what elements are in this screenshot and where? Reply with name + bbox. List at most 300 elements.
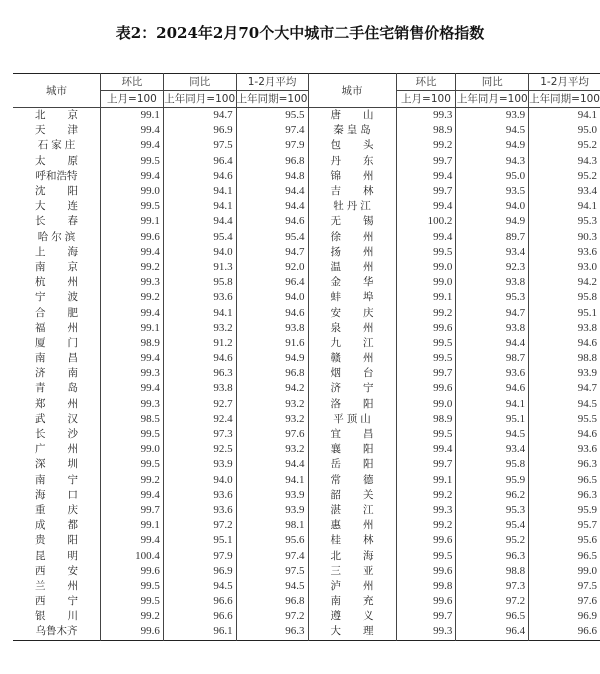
header-avg: 1-2月平均	[236, 74, 308, 91]
table-row	[13, 199, 600, 214]
yoy-value: 97.9	[163, 548, 236, 563]
mom-value: 99.6	[396, 564, 456, 579]
mom-value: 100.4	[101, 548, 164, 563]
yoy-value: 93.5	[456, 184, 529, 199]
mom-value: 99.2	[101, 290, 164, 305]
city-name: 长春	[35, 215, 100, 228]
yoy-value: 93.6	[163, 503, 236, 518]
table-row	[13, 412, 600, 427]
avg-value: 93.8	[236, 321, 308, 336]
avg-value: 97.6	[529, 594, 600, 609]
avg-value: 97.5	[236, 564, 308, 579]
yoy-value: 92.5	[163, 442, 236, 457]
mom-value: 99.0	[101, 442, 164, 457]
yoy-value: 94.1	[163, 199, 236, 214]
mom-value: 99.5	[101, 594, 164, 609]
avg-value: 94.8	[236, 169, 308, 184]
mom-value: 99.3	[101, 275, 164, 290]
yoy-value: 95.3	[456, 290, 529, 305]
avg-value: 95.1	[529, 305, 600, 320]
city-name: 襄阳	[308, 442, 396, 457]
yoy-value: 96.6	[163, 594, 236, 609]
avg-value: 94.6	[529, 427, 600, 442]
avg-value: 97.6	[236, 427, 308, 442]
table-row	[13, 123, 600, 138]
city-name: 金华	[308, 275, 396, 290]
yoy-value: 95.4	[456, 518, 529, 533]
header-yoy-base: 上年同月=100	[163, 91, 236, 108]
yoy-value: 93.2	[163, 321, 236, 336]
mom-value: 99.2	[396, 518, 456, 533]
avg-value: 96.3	[236, 624, 308, 640]
city-name: 北京	[35, 109, 100, 122]
avg-value: 95.9	[529, 503, 600, 518]
city-name: 济南	[35, 367, 100, 380]
yoy-value: 95.1	[163, 533, 236, 548]
table-row	[13, 381, 600, 396]
header-row-1	[13, 74, 600, 91]
yoy-value: 91.2	[163, 336, 236, 351]
avg-value: 95.2	[529, 138, 600, 153]
table-row	[13, 518, 600, 533]
mom-value: 99.4	[101, 381, 164, 396]
avg-value: 93.2	[236, 412, 308, 427]
city-name: 牡丹江	[308, 199, 396, 214]
avg-value: 96.3	[529, 457, 600, 472]
mom-value: 99.6	[101, 564, 164, 579]
avg-value: 93.2	[236, 442, 308, 457]
avg-value: 94.0	[236, 290, 308, 305]
yoy-value: 94.4	[456, 336, 529, 351]
yoy-value: 92.7	[163, 397, 236, 412]
mom-value: 99.3	[396, 503, 456, 518]
header-yoy: 同比	[163, 74, 236, 91]
mom-value: 99.0	[396, 260, 456, 275]
mom-value: 98.9	[101, 336, 164, 351]
city-name: 安庆	[308, 305, 396, 320]
mom-value: 99.3	[101, 366, 164, 381]
mom-value: 99.4	[396, 169, 456, 184]
header-avg-base: 上年同期=100	[236, 91, 308, 108]
avg-value: 93.0	[529, 260, 600, 275]
yoy-value: 94.6	[456, 381, 529, 396]
city-name: 唐山	[308, 108, 396, 124]
yoy-value: 93.8	[456, 321, 529, 336]
avg-value: 96.8	[236, 594, 308, 609]
city-name: 扬州	[308, 245, 396, 260]
city-name: 温州	[308, 260, 396, 275]
yoy-value: 96.1	[163, 624, 236, 640]
city-name: 天津	[35, 124, 100, 137]
avg-value: 95.0	[529, 123, 600, 138]
mom-value: 99.4	[101, 245, 164, 260]
price-index-table	[13, 73, 600, 641]
city-name: 合肥	[35, 306, 100, 319]
mom-value: 99.4	[101, 351, 164, 366]
mom-value: 100.2	[396, 214, 456, 229]
yoy-value: 94.7	[163, 108, 236, 124]
table-row	[13, 351, 600, 366]
mom-value: 99.6	[101, 624, 164, 640]
header-avg-right: 1-2月平均	[529, 74, 600, 91]
mom-value: 99.7	[396, 609, 456, 624]
yoy-value: 91.3	[163, 260, 236, 275]
city-name: 石家庄	[37, 139, 79, 152]
city-name: 宜昌	[308, 427, 396, 442]
header-yoy-base-right: 上年同月=100	[456, 91, 529, 108]
avg-value: 94.2	[236, 381, 308, 396]
city-name: 包头	[308, 138, 396, 153]
city-name: 昆明	[35, 549, 100, 562]
mom-value: 99.3	[396, 624, 456, 640]
city-name: 银川	[35, 610, 100, 623]
table-row	[13, 230, 600, 245]
mom-value: 99.4	[101, 123, 164, 138]
city-name: 泸州	[308, 579, 396, 594]
mom-value: 99.4	[396, 442, 456, 457]
city-name: 常德	[308, 473, 396, 488]
mom-value: 99.4	[101, 533, 164, 548]
yoy-value: 94.3	[456, 154, 529, 169]
table-row	[13, 503, 600, 518]
avg-value: 96.8	[236, 366, 308, 381]
table-row	[13, 457, 600, 472]
mom-value: 99.2	[396, 138, 456, 153]
city-name: 蚌埠	[308, 290, 396, 305]
mom-value: 99.2	[396, 488, 456, 503]
yoy-value: 97.3	[456, 579, 529, 594]
city-name: 贵阳	[35, 534, 100, 547]
city-name: 海口	[35, 488, 100, 501]
city-name: 南充	[308, 594, 396, 609]
yoy-value: 97.3	[163, 427, 236, 442]
city-name: 西宁	[35, 595, 100, 608]
mom-value: 99.0	[396, 397, 456, 412]
avg-value: 93.2	[236, 397, 308, 412]
yoy-value: 94.1	[456, 397, 529, 412]
mom-value: 99.4	[396, 199, 456, 214]
mom-value: 99.2	[101, 473, 164, 488]
avg-value: 95.8	[529, 290, 600, 305]
yoy-value: 94.6	[163, 351, 236, 366]
yoy-value: 94.0	[163, 245, 236, 260]
avg-value: 91.6	[236, 336, 308, 351]
table-row	[13, 154, 600, 169]
mom-value: 99.6	[101, 230, 164, 245]
header-avg-base-right: 上年同期=100	[529, 91, 600, 108]
city-name: 沈阳	[35, 185, 100, 198]
header-mom-base: 上月=100	[101, 91, 164, 108]
table-row	[13, 169, 600, 184]
avg-value: 93.9	[236, 488, 308, 503]
yoy-value: 93.9	[163, 457, 236, 472]
avg-value: 90.3	[529, 230, 600, 245]
yoy-value: 95.1	[456, 412, 529, 427]
mom-value: 98.5	[101, 412, 164, 427]
city-name: 南京	[35, 260, 100, 273]
yoy-value: 98.8	[456, 564, 529, 579]
yoy-value: 95.8	[163, 275, 236, 290]
mom-value: 99.7	[396, 184, 456, 199]
mom-value: 99.5	[101, 427, 164, 442]
city-name: 大理	[308, 624, 396, 640]
avg-value: 92.0	[236, 260, 308, 275]
city-name: 韶关	[308, 488, 396, 503]
city-name: 九江	[308, 336, 396, 351]
table-row	[13, 624, 600, 640]
avg-value: 93.8	[529, 321, 600, 336]
mom-value: 99.6	[396, 381, 456, 396]
table-row	[13, 442, 600, 457]
avg-value: 94.6	[529, 336, 600, 351]
avg-value: 95.6	[529, 533, 600, 548]
city-name: 广州	[35, 443, 100, 456]
header-mom-right: 环比	[396, 74, 456, 91]
avg-value: 97.4	[236, 123, 308, 138]
avg-value: 94.6	[236, 305, 308, 320]
yoy-value: 94.6	[163, 169, 236, 184]
mom-value: 99.2	[101, 260, 164, 275]
table-row	[13, 108, 600, 124]
city-name: 福州	[35, 321, 100, 334]
table-row	[13, 336, 600, 351]
city-name: 深圳	[35, 458, 100, 471]
avg-value: 94.3	[529, 154, 600, 169]
mom-value: 99.7	[396, 154, 456, 169]
yoy-value: 92.4	[163, 412, 236, 427]
yoy-value: 94.4	[163, 214, 236, 229]
city-name: 赣州	[308, 351, 396, 366]
avg-value: 95.7	[529, 518, 600, 533]
mom-value: 99.1	[101, 108, 164, 124]
avg-value: 94.2	[529, 275, 600, 290]
city-name: 大连	[35, 200, 100, 213]
yoy-value: 93.8	[456, 275, 529, 290]
avg-value: 95.5	[236, 108, 308, 124]
mom-value: 99.6	[396, 594, 456, 609]
table-row	[13, 579, 600, 594]
avg-value: 93.9	[529, 366, 600, 381]
city-name: 惠州	[308, 518, 396, 533]
yoy-value: 93.8	[163, 381, 236, 396]
mom-value: 99.1	[396, 290, 456, 305]
avg-value: 94.4	[236, 184, 308, 199]
avg-value: 95.6	[236, 533, 308, 548]
table-row	[13, 321, 600, 336]
mom-value: 99.5	[396, 245, 456, 260]
city-name: 成都	[35, 519, 100, 532]
avg-value: 94.9	[236, 351, 308, 366]
yoy-value: 96.4	[456, 624, 529, 640]
mom-value: 99.3	[396, 108, 456, 124]
mom-value: 99.8	[396, 579, 456, 594]
mom-value: 99.1	[396, 473, 456, 488]
city-name: 桂林	[308, 533, 396, 548]
mom-value: 99.0	[101, 184, 164, 199]
yoy-value: 94.5	[163, 579, 236, 594]
mom-value: 99.2	[396, 305, 456, 320]
header-yoy-right: 同比	[456, 74, 529, 91]
avg-value: 96.5	[529, 548, 600, 563]
mom-value: 99.5	[101, 154, 164, 169]
yoy-value: 95.8	[456, 457, 529, 472]
avg-value: 96.6	[529, 624, 600, 640]
yoy-value: 96.3	[163, 366, 236, 381]
mom-value: 99.4	[101, 488, 164, 503]
header-city: 城市	[13, 74, 101, 108]
city-name: 湛江	[308, 503, 396, 518]
avg-value: 96.8	[236, 154, 308, 169]
header-mom: 环比	[101, 74, 164, 91]
header-mom-base-right: 上月=100	[396, 91, 456, 108]
mom-value: 99.6	[396, 533, 456, 548]
mom-value: 99.1	[101, 321, 164, 336]
avg-value: 97.4	[236, 548, 308, 563]
city-name: 重庆	[35, 503, 100, 516]
yoy-value: 94.9	[456, 138, 529, 153]
table-row	[13, 214, 600, 229]
avg-value: 95.5	[529, 412, 600, 427]
city-name: 上海	[35, 245, 100, 258]
avg-value: 98.8	[529, 351, 600, 366]
header-row-2	[13, 91, 600, 108]
mom-value: 99.4	[396, 230, 456, 245]
city-name: 武汉	[35, 412, 100, 425]
table-row	[13, 366, 600, 381]
yoy-value: 96.9	[163, 564, 236, 579]
mom-value: 99.4	[101, 305, 164, 320]
city-name: 兰州	[35, 579, 100, 592]
mom-value: 99.5	[101, 579, 164, 594]
yoy-value: 93.6	[163, 290, 236, 305]
mom-value: 99.5	[101, 457, 164, 472]
city-name: 长沙	[35, 428, 100, 441]
mom-value: 99.4	[101, 169, 164, 184]
yoy-value: 95.2	[456, 533, 529, 548]
mom-value: 99.5	[396, 351, 456, 366]
yoy-value: 96.3	[456, 548, 529, 563]
avg-value: 97.9	[236, 138, 308, 153]
avg-value: 93.6	[529, 245, 600, 260]
yoy-value: 94.5	[456, 427, 529, 442]
avg-value: 94.1	[529, 199, 600, 214]
yoy-value: 95.3	[456, 503, 529, 518]
yoy-value: 98.7	[456, 351, 529, 366]
mom-value: 99.5	[101, 199, 164, 214]
city-name: 丹东	[308, 154, 396, 169]
mom-value: 99.1	[101, 518, 164, 533]
table-title: 表2：2024年2月70个大中城市二手住宅销售价格指数	[115, 24, 485, 42]
city-name: 乌鲁木齐	[35, 625, 78, 638]
avg-value: 97.2	[236, 609, 308, 624]
city-name: 哈尔滨	[37, 230, 79, 243]
mom-value: 99.3	[101, 397, 164, 412]
avg-value: 94.7	[236, 245, 308, 260]
table-row	[13, 184, 600, 199]
table-row	[13, 305, 600, 320]
mom-value: 99.7	[396, 457, 456, 472]
avg-value: 95.2	[529, 169, 600, 184]
yoy-value: 92.3	[456, 260, 529, 275]
city-name: 南昌	[35, 352, 100, 365]
city-name: 烟台	[308, 366, 396, 381]
yoy-value: 93.4	[456, 245, 529, 260]
city-name: 平顶山	[308, 412, 396, 427]
yoy-value: 96.6	[163, 609, 236, 624]
avg-value: 99.0	[529, 564, 600, 579]
mom-value: 99.7	[101, 503, 164, 518]
avg-value: 96.9	[529, 609, 600, 624]
avg-value: 94.5	[529, 397, 600, 412]
yoy-value: 94.0	[163, 473, 236, 488]
table-row	[13, 473, 600, 488]
table-row	[13, 260, 600, 275]
avg-value: 94.6	[236, 214, 308, 229]
city-name: 吉林	[308, 184, 396, 199]
city-name: 西安	[35, 564, 100, 577]
yoy-value: 96.4	[163, 154, 236, 169]
city-name: 秦皇岛	[308, 123, 396, 138]
city-name: 徐州	[308, 230, 396, 245]
yoy-value: 93.6	[163, 488, 236, 503]
avg-value: 93.9	[236, 503, 308, 518]
avg-value: 93.4	[529, 184, 600, 199]
table-row	[13, 564, 600, 579]
mom-value: 98.9	[396, 123, 456, 138]
yoy-value: 94.1	[163, 184, 236, 199]
avg-value: 98.1	[236, 518, 308, 533]
mom-value: 99.5	[396, 336, 456, 351]
mom-value: 99.7	[396, 366, 456, 381]
yoy-value: 96.5	[456, 609, 529, 624]
table-row	[13, 609, 600, 624]
city-name: 泉州	[308, 321, 396, 336]
avg-value: 94.1	[236, 473, 308, 488]
yoy-value: 97.5	[163, 138, 236, 153]
city-name: 郑州	[35, 397, 100, 410]
avg-value: 95.4	[236, 230, 308, 245]
city-name: 呼和浩特	[35, 169, 78, 182]
yoy-value: 89.7	[456, 230, 529, 245]
mom-value: 99.1	[101, 214, 164, 229]
mom-value: 99.6	[396, 321, 456, 336]
city-name: 遵义	[308, 609, 396, 624]
yoy-value: 94.7	[456, 305, 529, 320]
mom-value: 99.5	[396, 548, 456, 563]
avg-value: 94.5	[236, 579, 308, 594]
city-name: 无锡	[308, 214, 396, 229]
mom-value: 99.4	[101, 138, 164, 153]
city-name: 厦门	[35, 336, 100, 349]
table-row	[13, 488, 600, 503]
yoy-value: 93.9	[456, 108, 529, 124]
city-name: 宁波	[35, 291, 100, 304]
mom-value: 99.5	[396, 427, 456, 442]
city-name: 太原	[35, 154, 100, 167]
mom-value: 98.9	[396, 412, 456, 427]
yoy-value: 97.2	[456, 594, 529, 609]
table-row	[13, 290, 600, 305]
yoy-value: 96.2	[456, 488, 529, 503]
avg-value: 96.4	[236, 275, 308, 290]
yoy-value: 94.1	[163, 305, 236, 320]
avg-value: 93.6	[529, 442, 600, 457]
yoy-value: 94.0	[456, 199, 529, 214]
city-name: 锦州	[308, 169, 396, 184]
yoy-value: 93.4	[456, 442, 529, 457]
yoy-value: 96.9	[163, 123, 236, 138]
avg-value: 94.7	[529, 381, 600, 396]
